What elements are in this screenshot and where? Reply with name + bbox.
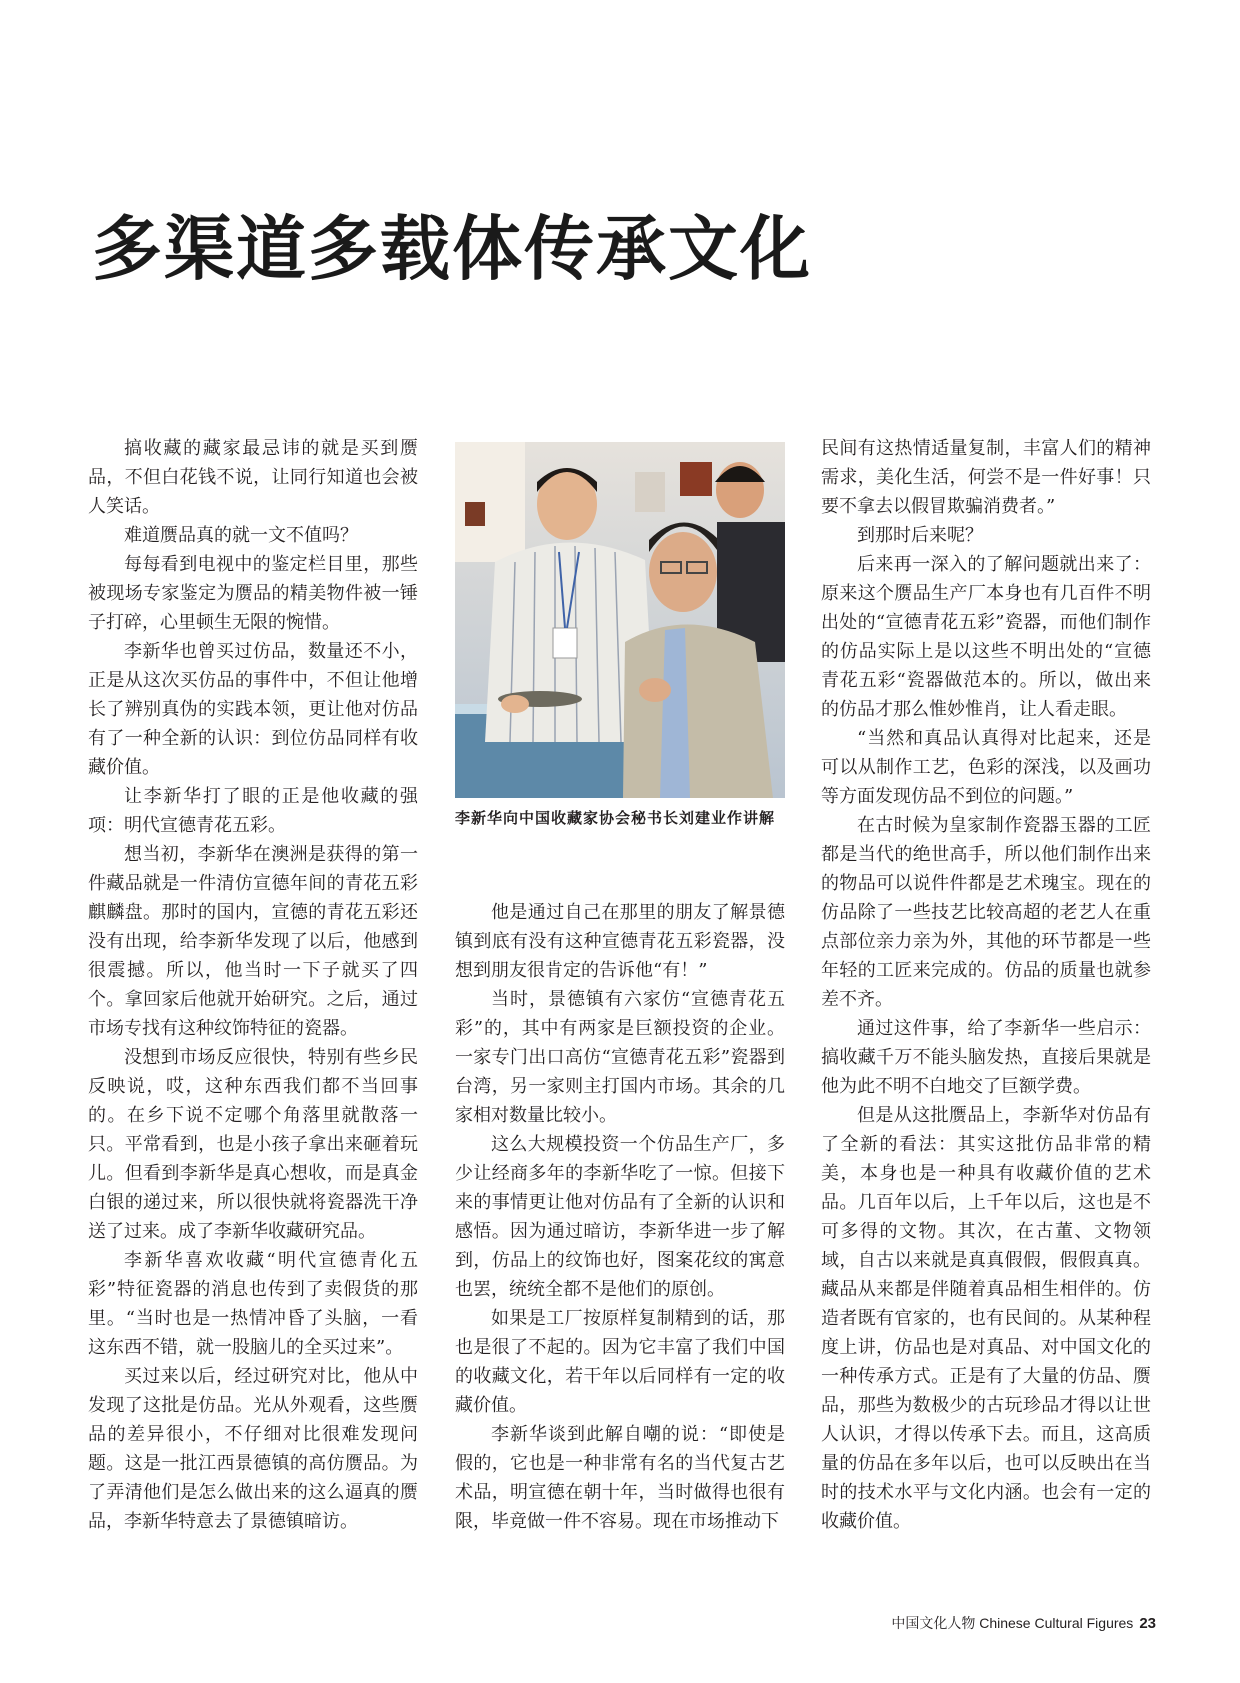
article-photo xyxy=(455,442,785,798)
paragraph: 李新华喜欢收藏“明代宣德青化五彩”特征瓷器的消息也传到了卖假货的那里。“当时也是一热情冲昏了头脑，一看这东西不错，就一股脑儿的全买过来”。 xyxy=(88,1250,418,1358)
paragraph: 后来再一深入的了解问题就出来了：原来这个赝品生产厂本身也有几百件不明出处的“宣德青花五彩”瓷器，而他们制作的仿品实际上是以这些不明出处的“宣德青花五彩“瓷器做范本的。所以，做出来的仿品才那么惟妙惟肖，让人看走眼。 xyxy=(821,554,1151,720)
article-title: 多渠道多载体传承文化 xyxy=(92,207,812,290)
paragraph: 如果是工厂按原样复制精到的话，那也是很了不起的。因为它丰富了我们中国的收藏文化，若干年以后同样有一定的收藏价值。 xyxy=(455,1308,785,1416)
paragraph: 让李新华打了眼的正是他收藏的强项：明代宣德青花五彩。 xyxy=(88,786,418,836)
paragraph: 通过这件事，给了李新华一些启示：搞收藏千万不能头脑发热，直接后果就是他为此不明不白地交了巨额学费。 xyxy=(821,1018,1151,1097)
paragraph: 当时，景德镇有六家仿“宣德青花五彩”的，其中有两家是巨额投资的企业。一家专门出口高仿“宣德青花五彩”瓷器到台湾，另一家则主打国内市场。其余的几家相对数量比较小。 xyxy=(455,989,785,1126)
paragraph: 买过来以后，经过研究对比，他从中发现了这批是仿品。光从外观看，这些赝品的差异很小，不仔细对比很难发现问题。这是一批江西景德镇的高仿赝品。为了弄清他们是怎么做出来的这么逼真的赝品，李新华特意去了景德镇暗访。 xyxy=(88,1366,418,1532)
paragraph: 在古时候为皇家制作瓷器玉器的工匠都是当代的绝世高手，所以他们制作出来的物品可以说件件都是艺术瑰宝。现在的仿品除了一些技艺比较高超的老艺人在重点部位亲力亲为外，其他的环节都是一些年轻的工匠来完成的。仿品的质量也就参差不齐。 xyxy=(821,815,1151,1010)
paragraph: 没想到市场反应很快，特别有些乡民反映说，哎，这种东西我们都不当回事的。在乡下说不定哪个角落里就散落一只。平常看到，也是小孩子拿出来砸着玩儿。但看到李新华是真心想收，而是真金白银的递过来，所以很快就将瓷器洗干净送了过来。成了李新华收藏研究品。 xyxy=(88,1047,418,1242)
page-number: 23 xyxy=(1139,1615,1156,1632)
text-column-1 xyxy=(88,434,418,1536)
text-column-2 xyxy=(455,898,785,1536)
paragraph: 想当初，李新华在澳洲是获得的第一件藏品就是一件清仿宣德年间的青花五彩麒麟盘。那时的国内，宣德的青花五彩还没有出现，给李新华发现了以后，他感到很震撼。所以，他当时一下子就买了四个。拿回家后他就开始研究。之后，通过市场专找有这种纹饰特征的瓷器。 xyxy=(88,844,418,1039)
photo-caption: 李新华向中国收藏家协会秘书长刘建业作讲解 xyxy=(455,809,776,827)
paragraph: 到那时后来呢？ xyxy=(857,525,983,546)
paragraph: 李新华谈到此解自嘲的说：“即使是假的，它也是一种非常有名的当代复古艺术品，明宣德在朝十年，当时做得也很有限，毕竟做一件不容易。现在市场推动下 xyxy=(455,1424,785,1532)
paragraph: 每每看到电视中的鉴定栏目里，那些被现场专家鉴定为赝品的精美物件被一锤子打碎，心里顿生无限的惋惜。 xyxy=(88,554,418,633)
paragraph: “当然和真品认真得对比起来，还是可以从制作工艺，色彩的深浅，以及画功等方面发现仿品不到位的问题。” xyxy=(821,728,1151,807)
magazine-name: 中国文化人物 Chinese Cultural Figures xyxy=(891,1615,1134,1631)
paragraph: 难道赝品真的就一文不值吗？ xyxy=(124,525,358,546)
paragraph: 李新华也曾买过仿品，数量还不小，正是从这次买仿品的事件中，不但让他增长了辨别真伪的实践本领，更让他对仿品有了一种全新的认识：到位仿品同样有收藏价值。 xyxy=(88,641,418,778)
paragraph: 但是从这批赝品上，李新华对仿品有了全新的看法：其实这批仿品非常的精美，本身也是一种具有收藏价值的艺术品。几百年以后，上千年以后，这也是不可多得的文物。其次，在古董、文物领域，自古以来就是真真假假，假假真真。藏品从来都是伴随着真品相生相伴的。仿造者既有官家的，也有民间的。从某种程度上讲，仿品也是对真品、对中国文化的一种传承方式。正是有了大量的仿品、赝品，那些为数极少的古玩珍品才得以让世人认识，才得以传承下去。而且，这高质量的仿品在多年以后，也可以反映出在当时的技术水平与文化内涵。也会有一定的收藏价值。 xyxy=(821,1105,1151,1532)
paragraph: 这么大规模投资一个仿品生产厂，多少让经商多年的李新华吃了一惊。但接下来的事情更让他对仿品有了全新的认识和感悟。因为通过暗访，李新华进一步了解到，仿品上的纹饰也好，图案花纹的寓意也罢，统统全都不是他们的原创。 xyxy=(455,1134,785,1300)
paragraph: 他是通过自己在那里的朋友了解景德镇到底有没有这种宣德青花五彩瓷器，没想到朋友很肯定的告诉他“有！” xyxy=(455,902,785,981)
photo-illustration xyxy=(455,442,785,798)
text-column-3 xyxy=(821,434,1151,1536)
paragraph: 搞收藏的藏家最忌讳的就是买到赝品，不但白花钱不说，让同行知道也会被人笑话。 xyxy=(88,438,418,517)
paragraph: 民间有这热情适量复制，丰富人们的精神需求，美化生活，何尝不是一件好事！只要不拿去以假冒欺骗消费者。” xyxy=(821,438,1151,517)
page-footer xyxy=(891,1613,1156,1633)
